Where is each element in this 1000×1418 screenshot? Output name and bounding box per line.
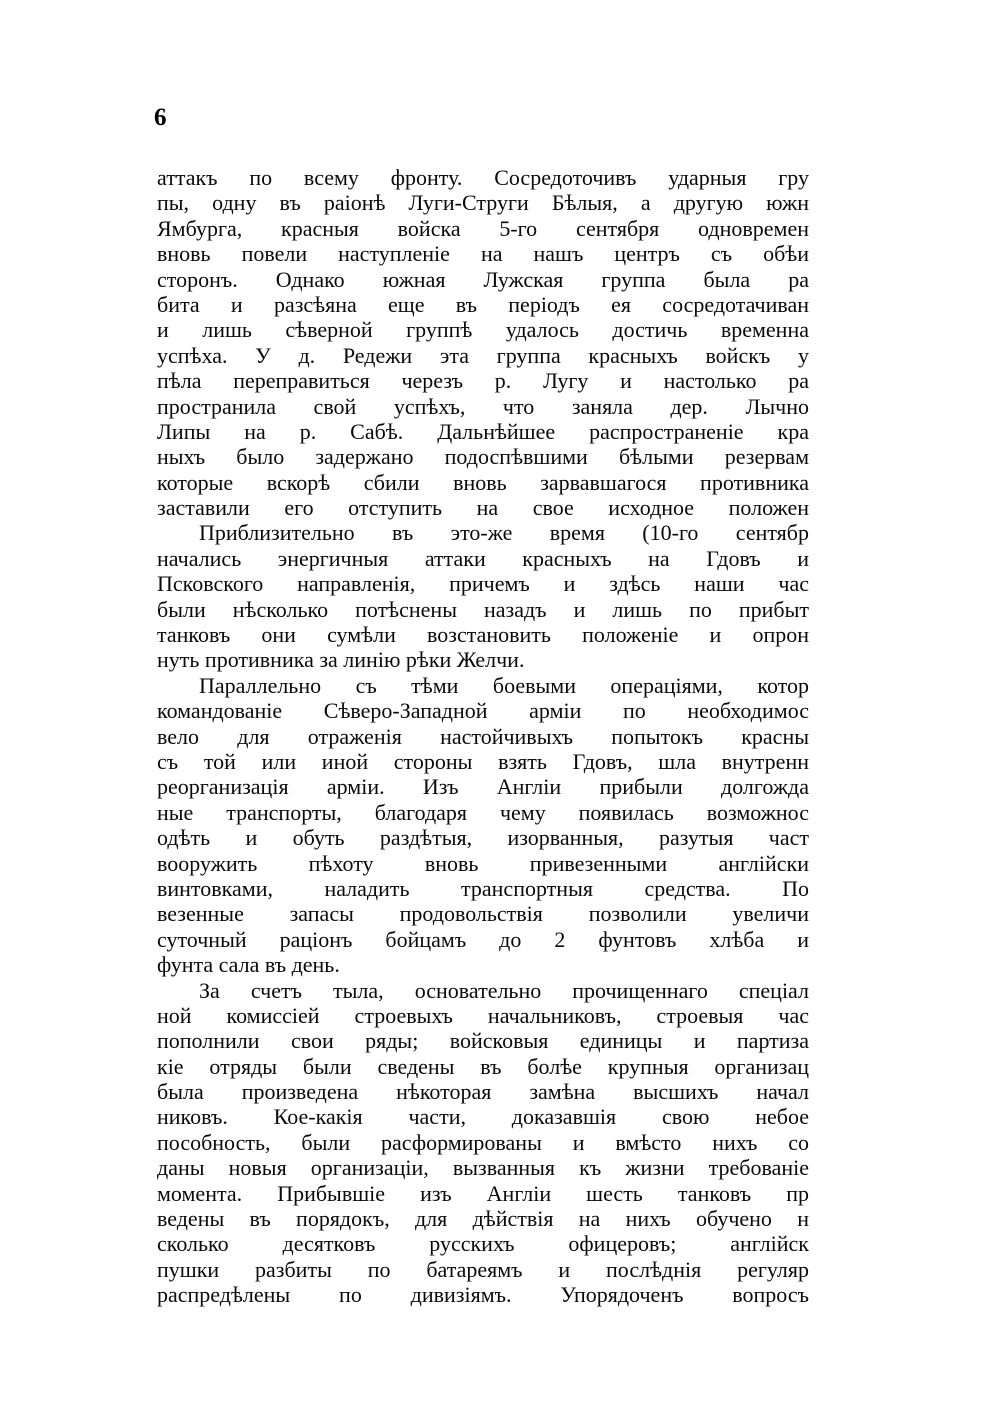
text-line: пѣла переправиться черезъ р. Лугу и настолько ра: [157, 368, 809, 394]
text-line: ныхъ было задержано подоспѣвшими бѣлыми резервам: [157, 444, 809, 470]
text-line: аттакъ по всему фронту. Сосредоточивъ ударныя гру: [157, 165, 809, 190]
text-line: пособность, были расформированы и вмѣсто нихъ со: [157, 1129, 809, 1155]
text-line: Липы на р. Сабѣ. Дальнѣйшее распространеніе кра: [157, 418, 809, 444]
text-line: начались энергичныя аттаки красныхъ на Гдовъ и: [157, 545, 809, 571]
text-line: ведены въ порядокъ, для дѣйствія на нихъ обучено н: [157, 1206, 809, 1232]
text-line: была произведена нѣкоторая замѣна высшихъ начал: [157, 1079, 809, 1105]
text-line: момента. Прибывшіе изъ Англіи шесть танковъ пр: [157, 1180, 809, 1206]
text-line: винтовками, наладить транспортныя средства. По: [157, 875, 809, 901]
text-line: реорганизація арміи. Изъ Англіи прибыли долгожда: [157, 774, 809, 800]
text-line: Псковского направленія, причемъ и здѣсь наши час: [157, 571, 809, 597]
text-line: пополнили свои ряды; войсковыя единицы и партиза: [157, 1028, 809, 1054]
text-line: ной комиссіей строевыхъ начальниковъ, строевыя час: [157, 1002, 809, 1028]
text-line: суточный раціонъ бойцамъ до 2 фунтовъ хлѣба и: [157, 926, 809, 952]
text-line: сторонъ. Однако южная Лужская группа была ра: [157, 266, 809, 292]
text-line: распредѣлены по дивизіямъ. Упорядоченъ вопросъ: [157, 1282, 809, 1308]
text-line: вооружить пѣхоту вновь привезенными англійски: [157, 850, 809, 876]
text-line: кіе отряды были сведены въ болѣе крупныя организац: [157, 1053, 809, 1079]
text-line: Ямбурга, красныя войска 5-го сентября одновремен: [157, 215, 809, 241]
text-line: За счетъ тыла, основательно прочищеннаго спеціал: [199, 977, 809, 1003]
text-line: нуть противника за линію рѣки Желчи.: [157, 647, 525, 673]
text-line: танковъ они сумѣли возстановить положеніе и опрон: [157, 622, 809, 648]
page-number: 6: [154, 104, 167, 131]
text-line: командованіе Сѣверо-Западной арміи по необходимос: [157, 698, 809, 724]
text-line: пространила свой успѣхъ, что заняла дер. Лычно: [157, 393, 809, 419]
text-line: везенные запасы продовольствія позволили увеличи: [157, 901, 809, 927]
text-line: никовъ. Кое-какія части, доказавшія свою небое: [157, 1104, 809, 1130]
text-line: Параллельно съ тѣми боевыми операціями, котор: [199, 672, 809, 698]
text-line: бита и разсѣяна еще въ періодъ ея сосредотачиван: [157, 291, 809, 317]
text-line: Приблизительно въ это-же время (10-го сентябр: [199, 520, 809, 546]
text-line: одѣть и обуть раздѣтыя, изорванныя, разутыя част: [157, 825, 809, 851]
text-line: успѣха. У д. Редежи эта группа красныхъ войскъ у: [157, 342, 809, 368]
text-line: вело для отраженія настойчивыхъ попытокъ красны: [157, 723, 809, 749]
text-line: съ той или иной стороны взять Гдовъ, шла внутренн: [157, 748, 809, 774]
text-line: пушки разбиты по батареямъ и послѣднія регуляр: [157, 1256, 809, 1282]
text-line: заставили его отступить на свое исходное положен: [157, 495, 809, 521]
text-line: фунта сала въ день.: [157, 952, 340, 978]
text-line: ные транспорты, благодаря чему появилась возможнос: [157, 799, 809, 825]
text-line: сколько десятковъ русскихъ офицеровъ; англійск: [157, 1231, 809, 1257]
body-text: [157, 165, 809, 1308]
text-line: даны новыя организаціи, вызванныя къ жизни требованіе: [157, 1155, 809, 1181]
text-line: и лишь сѣверной группѣ удалось достичь временна: [157, 317, 809, 343]
text-line: пы, одну въ раіонѣ Луги-Струги Бѣлыя, а другую южн: [157, 190, 809, 216]
text-line: были нѣсколько потѣснены назадъ и лишь по прибыт: [157, 596, 809, 622]
text-line: которые вскорѣ сбили вновь зарвавшагося противника: [157, 469, 809, 495]
text-line: вновь повели наступленіе на нашъ центръ съ обѣи: [157, 241, 809, 267]
